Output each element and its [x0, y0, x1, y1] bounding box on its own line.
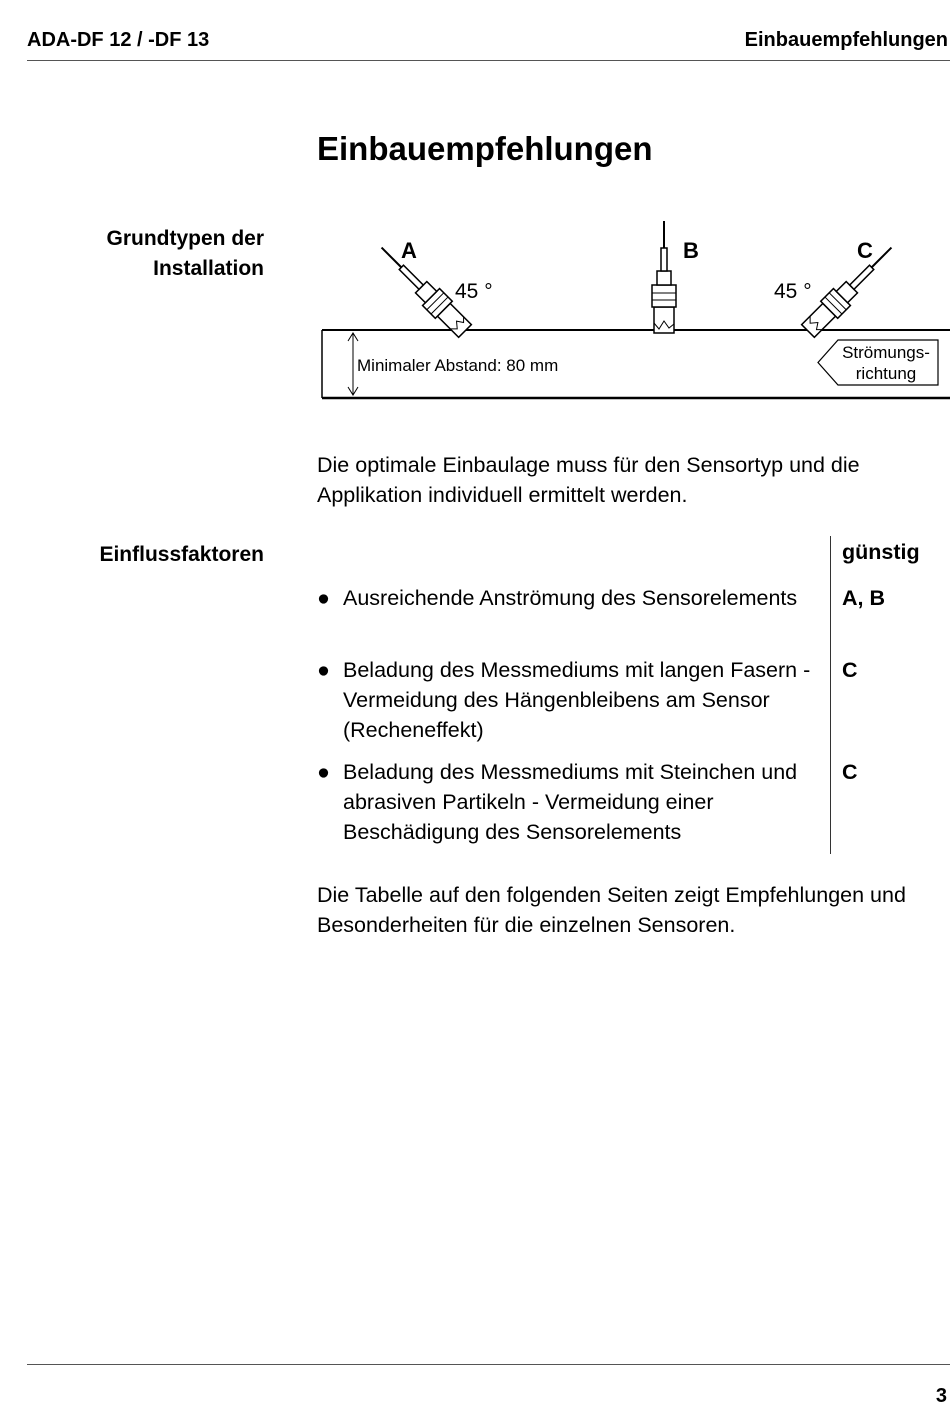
- section-label-factors: Einflussfaktoren: [99, 543, 264, 566]
- header-divider: [27, 60, 950, 61]
- list-item-text: Beladung des Messmediums mit langen Fasern - Vermeidung des Hängenbleibens am Sensor (Recheneffekt): [343, 658, 811, 742]
- footer-divider: [27, 1364, 950, 1365]
- sensor-c-icon: [800, 239, 900, 339]
- header-document-title: ADA-DF 12 / -DF 13: [27, 29, 210, 51]
- section-label-line1: Grundtypen der: [106, 227, 264, 250]
- bullet-icon: ●: [317, 760, 330, 784]
- list-item-value: C: [842, 760, 858, 784]
- label-a: A: [401, 238, 417, 263]
- page-number: 3: [935, 1385, 947, 1407]
- section-label-line2: Installation: [153, 257, 264, 280]
- angle-a-label: 45 °: [455, 280, 493, 303]
- flow-label-line1: Strömungs-: [842, 343, 930, 362]
- column-divider: [830, 536, 831, 854]
- flow-label-line2: richtung: [855, 364, 917, 383]
- list-item-text: Ausreichende Anströmung des Sensorelements: [343, 586, 798, 610]
- sensor-b-icon: [652, 221, 676, 333]
- column-header-favorable: günstig: [842, 540, 920, 564]
- page-title: Einbauempfehlungen: [317, 130, 653, 167]
- header-section-title: Einbauempfehlungen: [744, 29, 948, 51]
- distance-label: Minimaler Abstand: 80 mm: [357, 356, 559, 375]
- factors-table: [317, 536, 950, 856]
- list-item-value: A, B: [842, 586, 885, 610]
- installation-diagram: [318, 215, 950, 405]
- closing-paragraph: Die Tabelle auf den folgenden Seiten zeigt Empfehlungen und Besonderheiten für die einzelnen Sensoren.: [317, 883, 906, 937]
- label-c: C: [857, 238, 873, 263]
- list-item-value: C: [842, 658, 858, 682]
- label-b: B: [683, 238, 699, 263]
- bullet-icon: ●: [317, 586, 330, 610]
- bullet-icon: ●: [317, 658, 330, 682]
- list-item-text: Beladung des Messmediums mit Steinchen und abrasiven Partikeln - Vermeidung einer Beschädigung des Sensorelements: [343, 760, 798, 844]
- section-label-installation: [14, 224, 264, 284]
- intro-paragraph: Die optimale Einbaulage muss für den Sensortyp und die Applikation individuell ermittelt werden.: [317, 453, 860, 507]
- angle-c-label: 45 °: [774, 280, 812, 303]
